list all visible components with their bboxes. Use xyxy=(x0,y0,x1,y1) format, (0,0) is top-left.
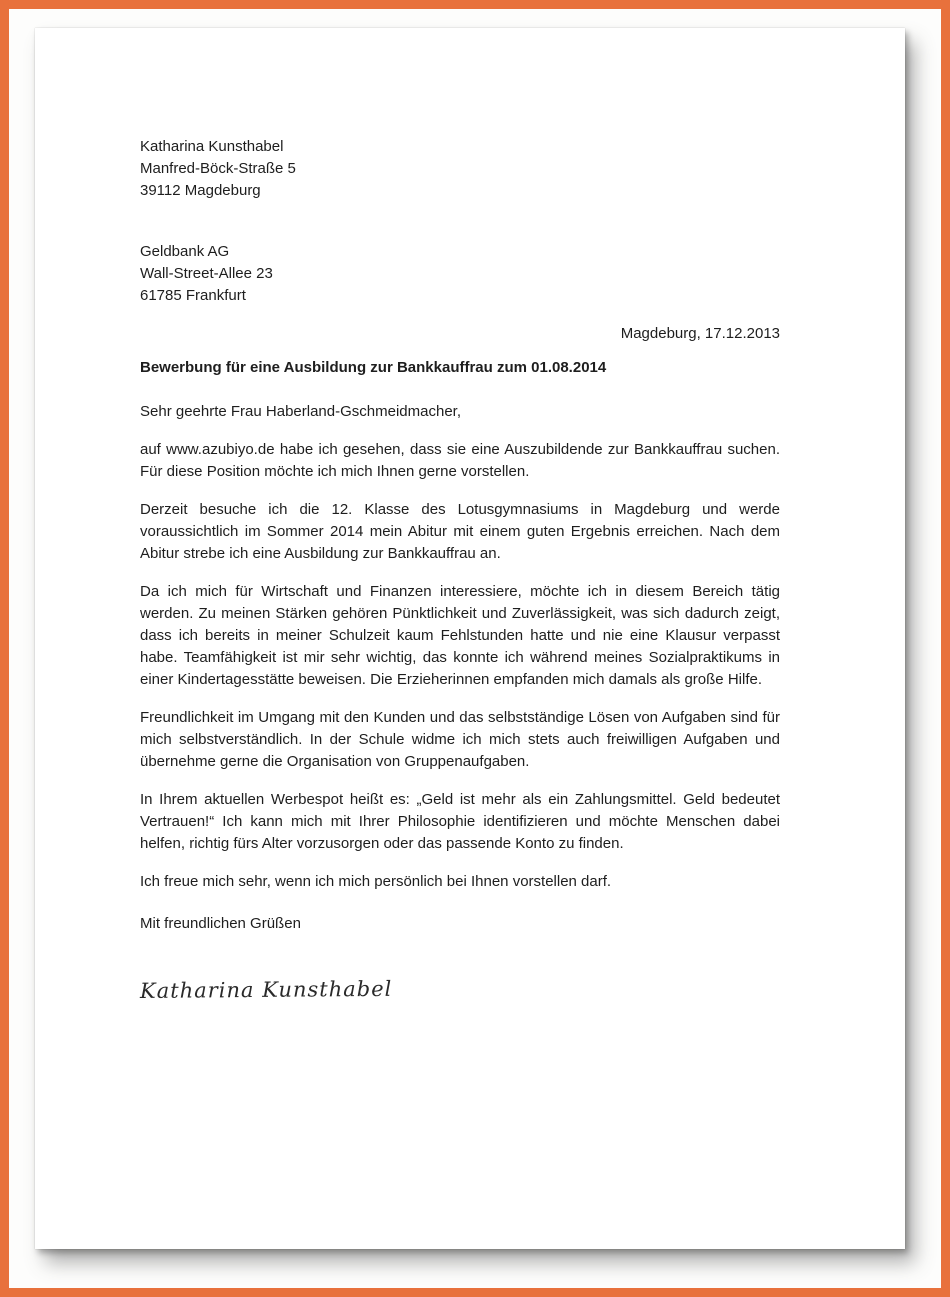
salutation: Sehr geehrte Frau Haberland-Gschmeidmacher, xyxy=(140,403,461,420)
paragraph-qualities: Freundlichkeit im Umgang mit den Kunden und das selbstständige Lösen von Aufgaben sind für mich selbstverständlich. In der Schule widme ich mich stets auch freiwilligen Aufgaben und übernehme gerne die Organisation von Gruppenaufgaben. xyxy=(140,709,780,770)
paragraph-intro: auf www.azubiyo.de habe ich gesehen, dass sie eine Auszubildende zur Bankkauffrau suchen. Für diese Position möchte ich mich Ihnen gerne vorstellen. xyxy=(140,441,780,480)
letter-page xyxy=(35,28,905,1249)
sender-city: 39112 Magdeburg xyxy=(140,182,261,199)
date-line: Magdeburg, 17.12.2013 xyxy=(620,325,780,342)
letter-body xyxy=(140,401,780,893)
handwritten-signature: Katharina Kunsthabel xyxy=(139,976,393,1003)
recipient-address-block xyxy=(140,241,780,307)
sender-address-block xyxy=(140,136,780,202)
subject-line: Bewerbung für eine Ausbildung zur Bankkauffrau zum 01.08.2014 xyxy=(140,359,607,376)
paragraph-education: Derzeit besuche ich die 12. Klasse des Lotusgymnasiums in Magdeburg und werde voraussichtlich im Sommer 2014 mein Abitur mit einem guten Ergebnis erreichen. Nach dem Abitur strebe ich eine Ausbildung zur Bankkauffrau an. xyxy=(140,501,780,562)
recipient-street: Wall-Street-Allee 23 xyxy=(140,265,273,282)
paragraph-strengths: Da ich mich für Wirtschaft und Finanzen interessiere, möchte ich in diesem Bereich tätig werden. Zu meinen Stärken gehören Pünktlichkeit und Zuverlässigkeit, was sich dadurch zeigt, dass ich bereits in meiner Schulzeit kaum Fehlstunden hatte und nie eine Klausur verpasst habe. Teamfähigkeit ist mir sehr wichtig, das konnte ich während meines Sozialpraktikums in einer Kindertagesstätte beweisen. Die Erzieherinnen empfanden mich damals als große Hilfe. xyxy=(140,583,780,688)
sender-street: Manfred-Böck-Straße 5 xyxy=(140,160,296,177)
page-backdrop xyxy=(9,9,941,1288)
paragraph-invitation: Ich freue mich sehr, wenn ich mich persönlich bei Ihnen vorstellen darf. xyxy=(140,873,612,890)
closing-formula: Mit freundlichen Grüßen xyxy=(140,915,301,932)
sender-name: Katharina Kunsthabel xyxy=(140,138,284,155)
recipient-city: 61785 Frankfurt xyxy=(140,287,246,304)
recipient-company: Geldbank AG xyxy=(140,243,230,260)
paragraph-motivation: In Ihrem aktuellen Werbespot heißt es: „Geld ist mehr als ein Zahlungsmittel. Geld bedeutet Vertrauen!“ Ich kann mich mit Ihrer Philosophie identifizieren und möchte Menschen dabei helfen, richtig fürs Alter vorzusorgen oder das passende Konto zu finden. xyxy=(140,791,780,852)
